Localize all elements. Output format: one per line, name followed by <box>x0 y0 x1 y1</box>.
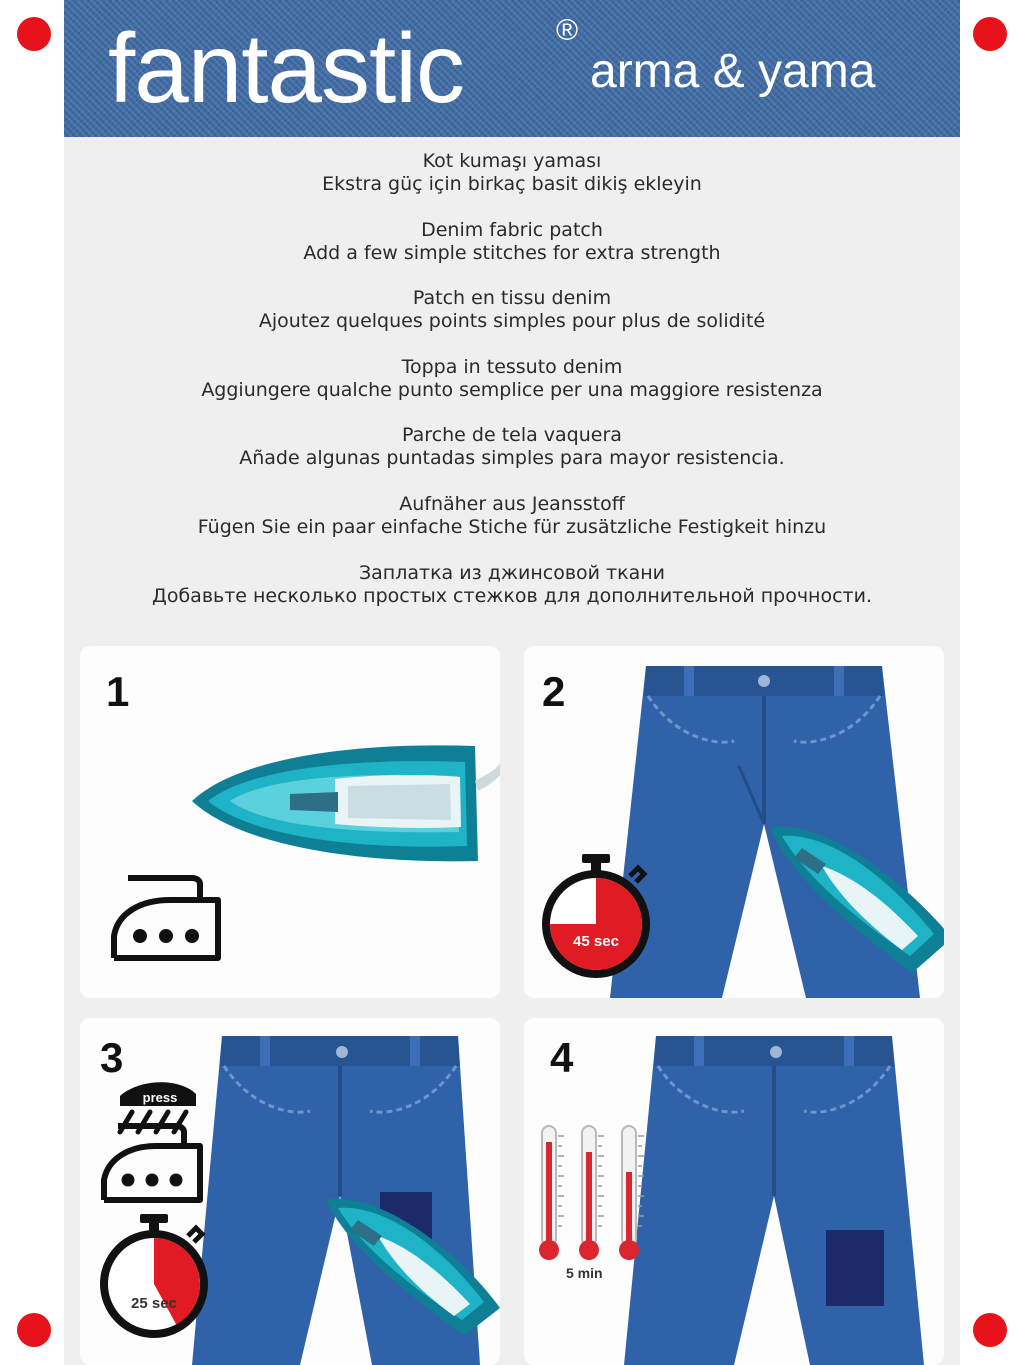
instruction-text: Aggiungere qualche punto semplice per una maggiore resistenza <box>201 378 823 401</box>
step-number: 1 <box>106 668 130 715</box>
corner-dot-bottom-right <box>973 1313 1007 1347</box>
step-2-panel <box>524 646 944 998</box>
step-number: 3 <box>100 1034 124 1081</box>
instruction-block-ru <box>64 562 960 631</box>
instruction-block-fr <box>64 287 960 356</box>
stopwatch-icon <box>94 1212 214 1342</box>
step-number: 4 <box>550 1034 574 1081</box>
iron-three-dots-icon <box>98 1122 208 1206</box>
steam-iron-icon <box>318 1190 500 1340</box>
steam-iron-icon <box>762 818 944 978</box>
instruction-title: Заплатка из джинсовой ткани <box>358 561 665 584</box>
instruction-text: Fügen Sie ein paar einfache Stiche für zusätzliche Festigkeit hinzu <box>197 515 827 538</box>
instruction-texts <box>64 150 960 630</box>
instruction-title: Patch en tissu denim <box>412 287 612 310</box>
step-number: 2 <box>542 668 566 715</box>
instruction-block-de <box>64 493 960 562</box>
corner-dot-top-right <box>973 17 1007 51</box>
instruction-block-en <box>64 219 960 288</box>
instruction-title: Kot kumaşı yaması <box>422 150 602 172</box>
instruction-text: Ekstra güç için birkaç basit dikiş ekleyin <box>322 173 702 195</box>
timer-label: 45 sec <box>573 933 619 950</box>
press-label: press <box>142 1090 178 1105</box>
timer-label: 25 sec <box>131 1295 177 1312</box>
corner-dot-bottom-left <box>17 1313 51 1347</box>
step-3-panel <box>80 1018 500 1365</box>
thermometer-icon <box>528 1122 658 1272</box>
registered-mark: ® <box>556 14 579 47</box>
instruction-block-it <box>64 356 960 425</box>
brand-logo: fantastic <box>108 13 464 123</box>
instruction-text: Add a few simple stitches for extra strength <box>303 241 721 264</box>
patch-icon <box>826 1230 884 1306</box>
instruction-block-tr <box>64 150 960 219</box>
cooling-time-label: 5 min <box>566 1265 603 1281</box>
step-1-panel <box>80 646 500 998</box>
corner-dot-top-left <box>17 17 51 51</box>
instruction-title: Toppa in tessuto denim <box>401 355 623 378</box>
stopwatch-icon <box>536 852 656 982</box>
instruction-sheet <box>64 0 960 1365</box>
instruction-title: Aufnäher aus Jeansstoff <box>399 492 625 515</box>
instruction-text: Добавьте несколько простых стежков для дополнительной прочности. <box>151 584 872 607</box>
denim-header-banner <box>64 0 960 137</box>
instruction-title: Denim fabric patch <box>421 218 603 241</box>
instruction-block-es <box>64 424 960 493</box>
iron-three-dots-icon <box>108 874 228 964</box>
brand-tagline: arma & yama <box>590 45 876 98</box>
instruction-text: Ajoutez quelques points simples pour plus de solidité <box>258 310 766 333</box>
step-4-panel <box>524 1018 944 1365</box>
instruction-text: Añade algunas puntadas simples para mayor resistencia. <box>239 447 785 470</box>
instruction-title: Parche de tela vaquera <box>402 424 622 447</box>
